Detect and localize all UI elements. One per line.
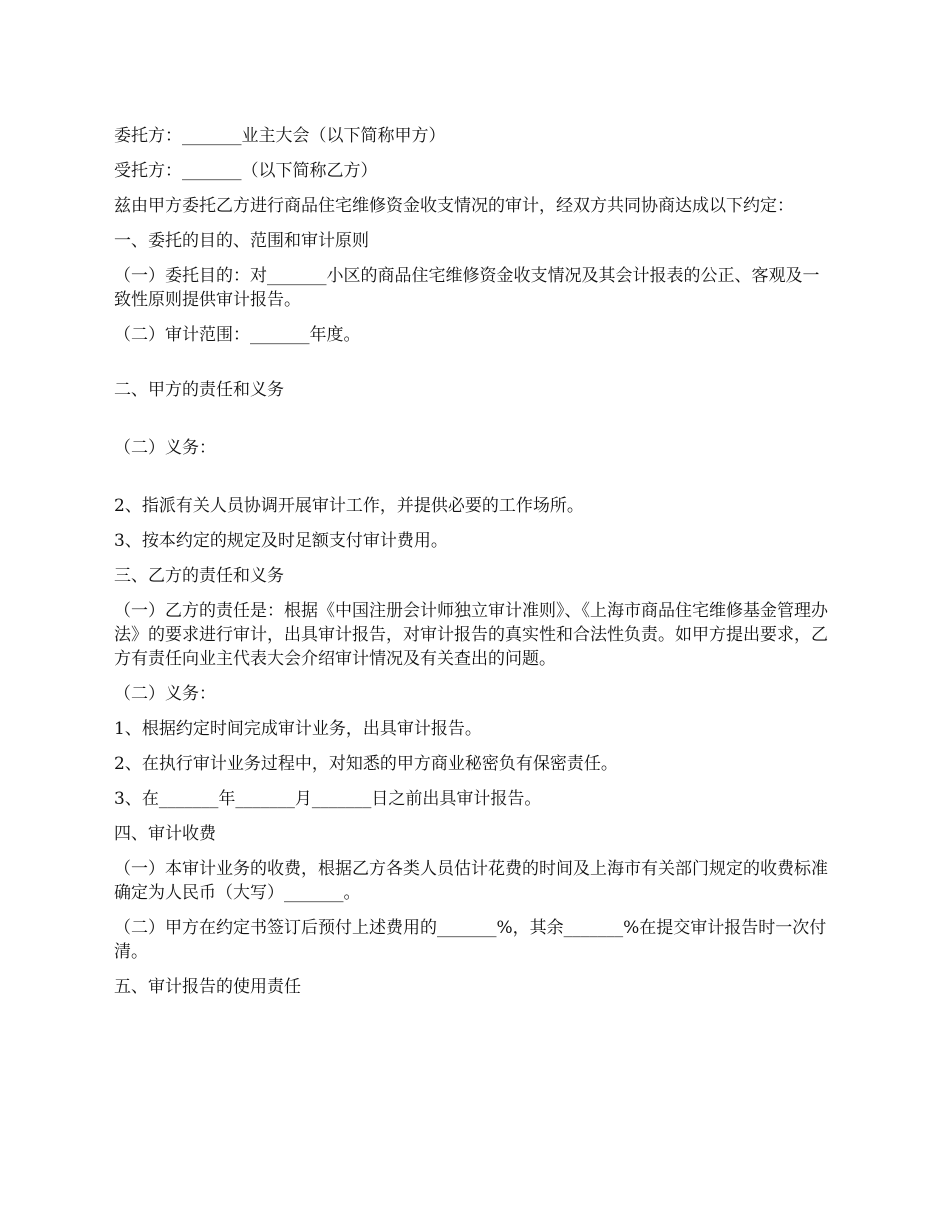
section-2-duty-3: 3、按本约定的规定及时足额支付审计费用。 — [114, 531, 448, 551]
client-line: 委托方：_______业主大会（以下简称甲方） — [114, 126, 446, 146]
section-heading-2: 二、甲方的责任和义务 — [114, 380, 284, 400]
section-heading-5: 五、审计报告的使用责任 — [114, 977, 301, 997]
section-heading-1: 一、委托的目的、范围和审计原则 — [114, 231, 369, 251]
section-3-item-2: （二）义务： — [114, 684, 216, 704]
section-3-item-1: （一）乙方的责任是：根据《中国注册会计师独立审计准则》、《上海市商品住宅维修基金管理办法》的要求进行审计，出具审计报告，对审计报告的真实性和合法性负责。如甲方提出要求，乙方有责任向业主代表大会介绍审计情况及有关查出的问题。 — [114, 601, 828, 669]
section-3-duty-3: 3、在_______年_______月_______日之前出具审计报告。 — [114, 789, 542, 809]
section-4-item-2: （二）甲方在约定书签订后预付上述费用的_______%，其余_______%在提交审计报告时一次付清。 — [114, 918, 827, 962]
section-4-item-1: （一）本审计业务的收费，根据乙方各类人员估计花费的时间及上海市有关部门规定的收费标准确定为人民币（大写）_______。 — [114, 859, 828, 903]
section-1-item-1: （一）委托目的：对_______小区的商品住宅维修资金收支情况及其会计报表的公正、客观及一致性原则提供审计报告。 — [114, 266, 820, 310]
contractor-line: 受托方：_______（以下简称乙方） — [114, 161, 378, 181]
section-heading-3: 三、乙方的责任和义务 — [114, 566, 284, 586]
section-2-duty-2: 2、指派有关人员协调开展审计工作，并提供必要的工作场所。 — [114, 496, 584, 516]
agreement-intro: 兹由甲方委托乙方进行商品住宅维修资金收支情况的审计，经双方共同协商达成以下约定： — [114, 196, 794, 216]
section-2-item-2: （二）义务： — [114, 438, 216, 458]
section-3-duty-1: 1、根据约定时间完成审计业务，出具审计报告。 — [114, 719, 482, 739]
section-3-duty-2: 2、在执行审计业务过程中，对知悉的甲方商业秘密负有保密责任。 — [114, 754, 618, 774]
section-heading-4: 四、审计收费 — [114, 824, 216, 844]
section-1-item-2: （二）审计范围：_______年度。 — [114, 325, 361, 345]
document-body — [114, 124, 832, 1010]
